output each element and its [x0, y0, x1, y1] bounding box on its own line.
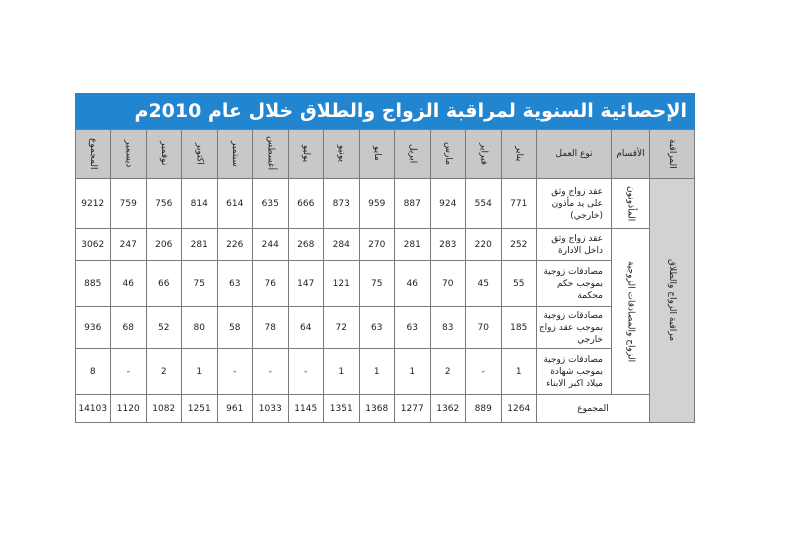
total-cell: 1120 — [111, 395, 147, 423]
data-cell: 885 — [76, 261, 112, 307]
total-cell: 1145 — [289, 395, 325, 423]
table-title: الإحصائية السنوية لمراقبة الزواج والطلاق خلال عام 2010م — [75, 93, 695, 129]
data-cell: 63 — [360, 307, 396, 349]
data-cell: 959 — [360, 179, 396, 229]
data-cell: 281 — [395, 229, 431, 261]
data-cell: 252 — [502, 229, 538, 261]
data-cell: 268 — [289, 229, 325, 261]
data-cell: 1 — [502, 349, 538, 395]
data-cell: 9212 — [76, 179, 112, 229]
work-type-cell: مصادقات زوجية بموجب شهادة ميلاد اكبر الابناء — [537, 349, 612, 395]
data-cell: 281 — [182, 229, 218, 261]
total-cell: 1033 — [253, 395, 289, 423]
header-month: ديسمبر — [111, 129, 147, 179]
header-sections: الأقسام — [612, 129, 650, 179]
data-cell: 220 — [466, 229, 502, 261]
total-cell: 1277 — [395, 395, 431, 423]
header-month: ابريل — [395, 129, 431, 179]
data-cell: 226 — [218, 229, 254, 261]
data-cell: 1 — [182, 349, 218, 395]
data-cell: 63 — [395, 307, 431, 349]
total-cell: 889 — [466, 395, 502, 423]
data-cell: 206 — [147, 229, 183, 261]
data-cell: - — [466, 349, 502, 395]
header-month: نوفمبر — [147, 129, 183, 179]
header-month: يناير — [502, 129, 538, 179]
data-cell: 771 — [502, 179, 538, 229]
data-cell: 666 — [289, 179, 325, 229]
data-cell: 247 — [111, 229, 147, 261]
header-work-type: نوع العمل — [537, 129, 612, 179]
data-cell: 554 — [466, 179, 502, 229]
data-cell: 1 — [395, 349, 431, 395]
total-label: المجموع — [537, 395, 650, 423]
data-cell: 2 — [147, 349, 183, 395]
work-type-cell: عقد زواج وثق داخل الادارة — [537, 229, 612, 261]
data-cell: 283 — [431, 229, 467, 261]
data-cell: 72 — [324, 307, 360, 349]
data-cell: 121 — [324, 261, 360, 307]
data-cell: 66 — [147, 261, 183, 307]
data-cell: 45 — [466, 261, 502, 307]
data-cell: - — [289, 349, 325, 395]
data-cell: 270 — [360, 229, 396, 261]
control-label-cell: مراقبة الزواج والطلاق — [650, 179, 695, 423]
header-month: سبتمبر — [218, 129, 254, 179]
total-cell: 1368 — [360, 395, 396, 423]
header-month: أغسطس — [253, 129, 289, 179]
total-cell: 961 — [218, 395, 254, 423]
data-cell: 887 — [395, 179, 431, 229]
data-cell: - — [111, 349, 147, 395]
data-cell: 46 — [111, 261, 147, 307]
data-cell: 64 — [289, 307, 325, 349]
data-cell: 244 — [253, 229, 289, 261]
header-month: اكتوبر — [182, 129, 218, 179]
statistics-table — [75, 129, 695, 423]
data-cell: 814 — [182, 179, 218, 229]
header-control: المراقبة — [650, 129, 695, 179]
data-cell: 936 — [76, 307, 112, 349]
data-cell: 185 — [502, 307, 538, 349]
work-type-cell: عقد زواج وثق على يد مأذون (خارجي) — [537, 179, 612, 229]
data-cell: 63 — [218, 261, 254, 307]
data-cell: 80 — [182, 307, 218, 349]
data-cell: 52 — [147, 307, 183, 349]
statistics-table-frame — [75, 93, 695, 423]
data-cell: 46 — [395, 261, 431, 307]
data-cell: 924 — [431, 179, 467, 229]
data-cell: 58 — [218, 307, 254, 349]
data-cell: 873 — [324, 179, 360, 229]
data-cell: 284 — [324, 229, 360, 261]
data-cell: 1 — [324, 349, 360, 395]
total-cell: 1082 — [147, 395, 183, 423]
data-cell: 756 — [147, 179, 183, 229]
total-cell: 1264 — [502, 395, 538, 423]
data-cell: 75 — [182, 261, 218, 307]
data-cell: - — [253, 349, 289, 395]
data-cell: 8 — [76, 349, 112, 395]
total-cell: 1251 — [182, 395, 218, 423]
data-cell: 75 — [360, 261, 396, 307]
header-month: المجموع — [76, 129, 112, 179]
data-cell: - — [218, 349, 254, 395]
data-cell: 76 — [253, 261, 289, 307]
header-month: يوليو — [289, 129, 325, 179]
data-cell: 70 — [466, 307, 502, 349]
header-month: مارس — [431, 129, 467, 179]
work-type-cell: مصادقات زوجية بموجب حكم محكمة — [537, 261, 612, 307]
data-cell: 70 — [431, 261, 467, 307]
data-cell: 2 — [431, 349, 467, 395]
data-cell: 614 — [218, 179, 254, 229]
data-cell: 1 — [360, 349, 396, 395]
data-cell: 759 — [111, 179, 147, 229]
data-cell: 55 — [502, 261, 538, 307]
total-cell: 1362 — [431, 395, 467, 423]
work-type-cell: مصادقات زوجية بموجب عقد زواج خارجي — [537, 307, 612, 349]
data-cell: 635 — [253, 179, 289, 229]
data-cell: 68 — [111, 307, 147, 349]
header-month: يونيو — [324, 129, 360, 179]
header-month: فبراير — [466, 129, 502, 179]
data-cell: 3062 — [76, 229, 112, 261]
data-cell: 147 — [289, 261, 325, 307]
header-month: مايو — [360, 129, 396, 179]
data-cell: 83 — [431, 307, 467, 349]
total-cell: 14103 — [76, 395, 112, 423]
section-marriage: الزواج والمصادقات الزوجية — [612, 229, 650, 395]
total-cell: 1351 — [324, 395, 360, 423]
data-cell: 78 — [253, 307, 289, 349]
section-maathoon: المأذونون — [612, 179, 650, 229]
